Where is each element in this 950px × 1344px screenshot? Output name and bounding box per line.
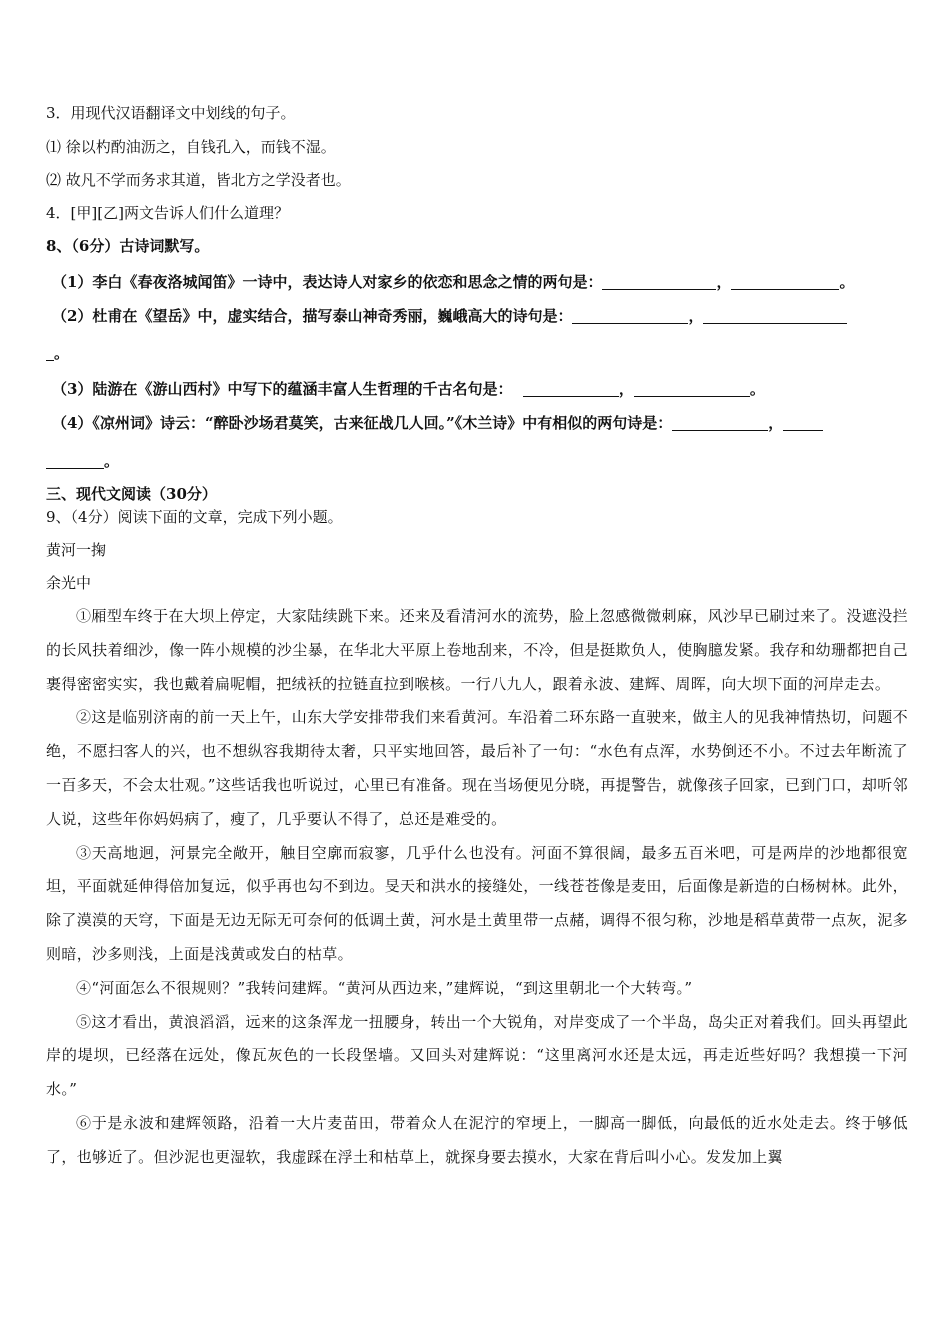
question-3-sentence-2: ⑵ 故凡不学而务求其道，皆北方之学没者也。 <box>46 171 351 189</box>
answer-blank[interactable] <box>46 360 54 361</box>
article-paragraph: ②这是临别济南的前一天上午，山东大学安排带我们来看黄河。车沿着二环东路一直驶来，做主人的见我神情热切，问题不绝，不愿扫客人的兴，也不想纵容我期待太奢，只平实地回答，最后补了一句：“水色有点浑，水势倒还不小。不过去年断流了一百多天，不会太壮观。”这些话我也听说过，心里已有准备。现在当场便见分晓，再提警告，就像孩子回家，已到门口，却听邻人说，这些年你妈妈病了，瘦了，几乎要认不得了，总还是难受的。 <box>46 708 908 828</box>
blank-separator: ， <box>716 273 732 291</box>
article-paragraph: ③天高地迥，河景完全敞开，触目空廓而寂寥，几乎什么也没有。河面不算很阔，最多五百米吧，可是两岸的沙地都很宽坦，平面就延伸得倍加复远，似乎再也勾不到边。旻天和洪水的接缝处，一线苍苍像是麦田，后面像是新造的白杨树林。此外，除了漠漠的天穹，下面是无边无际无可奈何的低调土黄，河水是土黄里带一点赭，调得不很匀称，沙地是稻草黄带一点灰，泥多则暗，沙多则浅，上面是浅黄或发白的枯草。 <box>46 843 908 963</box>
answer-blank[interactable] <box>523 396 619 397</box>
answer-blank[interactable] <box>602 289 716 290</box>
poetry-item-3 <box>52 379 908 399</box>
answer-blank[interactable] <box>634 396 750 397</box>
poetry-item-2-text: （2）杜甫在《望岳》中，虚实结合，描写泰山神奇秀丽，巍峨高大的诗句是： <box>52 307 573 325</box>
poetry-item-4 <box>52 413 908 433</box>
blank-separator: ， <box>688 307 704 325</box>
article-paragraph: ⑥于是永波和建辉领路，沿着一大片麦苗田，带着众人在泥泞的窄埂上，一脚高一脚低，向最低的近水处走去。终于够低了，也够近了。但沙泥也更湿软，我虚踩在浮土和枯草上，就探身要去摸水，大家在背后叫小心。发发加上翼 <box>46 1113 908 1166</box>
question-3-title: 3．用现代汉语翻译文中划线的句子。 <box>46 104 296 122</box>
poetry-item-4-cont <box>46 451 908 471</box>
article-author: 余光中 <box>46 574 92 592</box>
question-4: 4．[甲][乙]两文告诉人们什么道理？ <box>46 204 289 222</box>
question-8-title: 8、（6分）古诗词默写。 <box>46 237 210 255</box>
article-paragraph: ①厢型车终于在大坝上停定，大家陆续跳下来。还来及看清河水的流势，脸上忽感微微刺麻，风沙早已刷过来了。没遮没拦的长风扶着细沙，像一阵小规模的沙尘暴，在华北大平原上卷地刮来，不冷，但是挺欺负人，使胸臆发紧。我存和幼珊都把自己裹得密密实实，我也戴着扁呢帽，把绒袄的拉链直拉到喉核。一行八九人，跟着永波、建辉、周晖，向大坝下面的河岸走去。 <box>46 607 908 693</box>
answer-blank[interactable] <box>672 430 768 431</box>
article-paragraph: ④“河面怎么不很规则？”我转问建辉。“黄河从西边来，”建辉说，“到这里朝北一个大转弯。” <box>76 978 693 997</box>
question-9: 9、（4分）阅读下面的文章，完成下列小题。 <box>46 508 343 526</box>
answer-blank[interactable] <box>703 323 847 324</box>
poetry-item-1 <box>52 272 908 292</box>
answer-blank[interactable] <box>731 289 839 290</box>
question-3-sentence-1: ⑴ 徐以杓酌油沥之，自钱孔入，而钱不湿。 <box>46 138 336 156</box>
blank-end: 。 <box>749 380 765 398</box>
answer-blank[interactable] <box>783 430 823 431</box>
poetry-item-1-text: （1）李白《春夜洛城闻笛》一诗中，表达诗人对家乡的依恋和思念之情的两句是： <box>52 273 603 291</box>
article-title: 黄河一掬 <box>46 541 107 559</box>
blank-end: 。 <box>839 273 855 291</box>
poetry-item-2-cont <box>46 343 908 363</box>
blank-separator: ， <box>618 380 634 398</box>
answer-blank[interactable] <box>572 323 688 324</box>
article-paragraph: ⑤这才看出，黄浪滔滔，远来的这条浑龙一扭腰身，转出一个大锐角，对岸变成了一个半岛，岛尖正对着我们。回头再望此岸的堤坝，已经落在远处，像瓦灰色的一长段堡墙。又回头对建辉说：“这里离河水还是太远，再走近些好吗？我想摸一下河水。” <box>46 1012 908 1099</box>
blank-end: 。 <box>54 344 70 362</box>
blank-end: 。 <box>104 452 120 470</box>
poetry-item-4-text: （4）《凉州词》诗云：“醉卧沙场君莫笑，古来征战几人回。”《木兰诗》中有相似的两句诗是： <box>52 414 673 432</box>
answer-blank[interactable] <box>46 468 104 469</box>
poetry-item-2 <box>52 306 908 326</box>
blank-separator: ， <box>768 414 784 432</box>
article-body <box>46 600 908 1260</box>
section-heading: 三、现代文阅读（30分） <box>46 485 217 503</box>
poetry-item-3-text: （3）陆游在《游山西村》中写下的蕴涵丰富人生哲理的千古名句是： <box>52 380 513 398</box>
